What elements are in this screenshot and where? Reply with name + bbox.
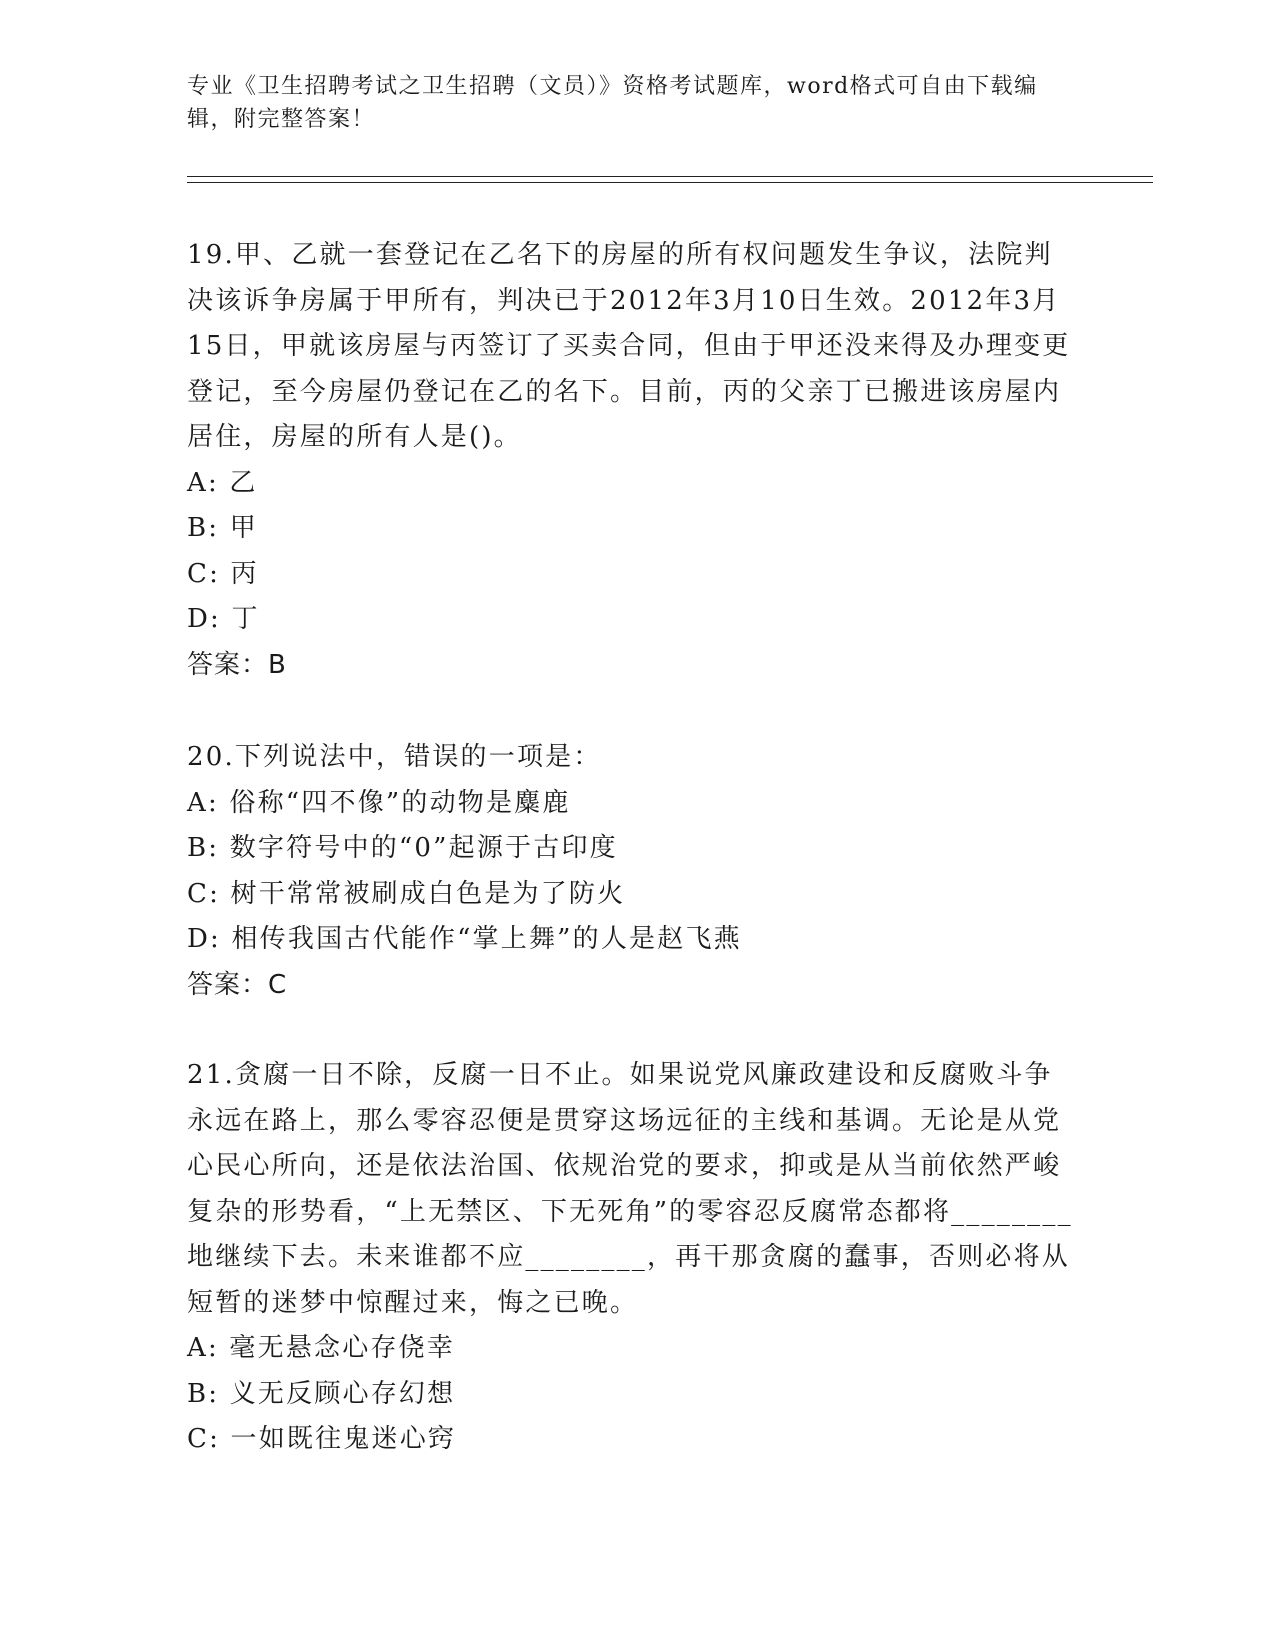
option-a: A: 俗称“四不像”的动物是麋鹿 <box>187 787 571 818</box>
question-text: 19.甲、乙就一套登记在乙名下的房屋的所有权问题发生争议，法院判决该诉争房属于甲所有，判决已于2012年3月10日生效。2012年3月15日，甲就该房屋与丙签订了买卖合同，但由于甲还没来得及办理变更登记，至今房屋仍登记在乙的名下。目前，丙的父亲丁已搬进该房屋内居住，房屋的所有人是()。 <box>187 240 1071 452</box>
option-c: C: 丙 <box>187 558 259 589</box>
header-divider-top <box>187 176 1153 177</box>
answer-line: 答案：C <box>187 969 288 1000</box>
option-b: B: 甲 <box>187 513 258 543</box>
question-20 <box>187 735 1077 1008</box>
option-a: A: 乙 <box>187 467 258 498</box>
question-text: 21.贪腐一日不除，反腐一日不止。如果说党风廉政建设和反腐败斗争永远在路上，那么零容忍便是贯穿这场远征的主线和基调。无论是从党心民心所向，还是依法治国、依规治党的要求，抑或是从当前依然严峻复杂的形势看，“上无禁区、下无死角”的零容忍反腐常态都将________地继续下去。未来谁都不应________，再干那贪腐的蠢事，否则必将从短暂的迷梦中惊醒过来，悔之已晚。 <box>187 1060 1073 1318</box>
question-text: 20.下列说法中，错误的一项是： <box>187 742 602 772</box>
answer-line: 答案：B <box>187 649 287 680</box>
question-19 <box>187 233 1077 688</box>
question-21 <box>187 1053 1077 1463</box>
option-b: B: 数字符号中的“0”起源于古印度 <box>187 833 618 863</box>
document-header <box>187 70 1067 136</box>
option-d: D: 丁 <box>187 604 260 634</box>
option-c: C: 树干常常被刷成白色是为了防火 <box>187 878 626 909</box>
option-c: C: 一如既往鬼迷心窍 <box>187 1424 457 1454</box>
header-divider-bottom <box>187 182 1153 183</box>
option-d: D: 相传我国古代能作“掌上舞”的人是赵飞燕 <box>187 924 742 954</box>
option-b: B: 义无反顾心存幻想 <box>187 1378 456 1409</box>
option-a: A: 毫无悬念心存侥幸 <box>187 1333 456 1363</box>
header-text: 专业《卫生招聘考试之卫生招聘（文员）》资格考试题库，word格式可自由下载编辑，附完整答案！ <box>187 74 1038 132</box>
